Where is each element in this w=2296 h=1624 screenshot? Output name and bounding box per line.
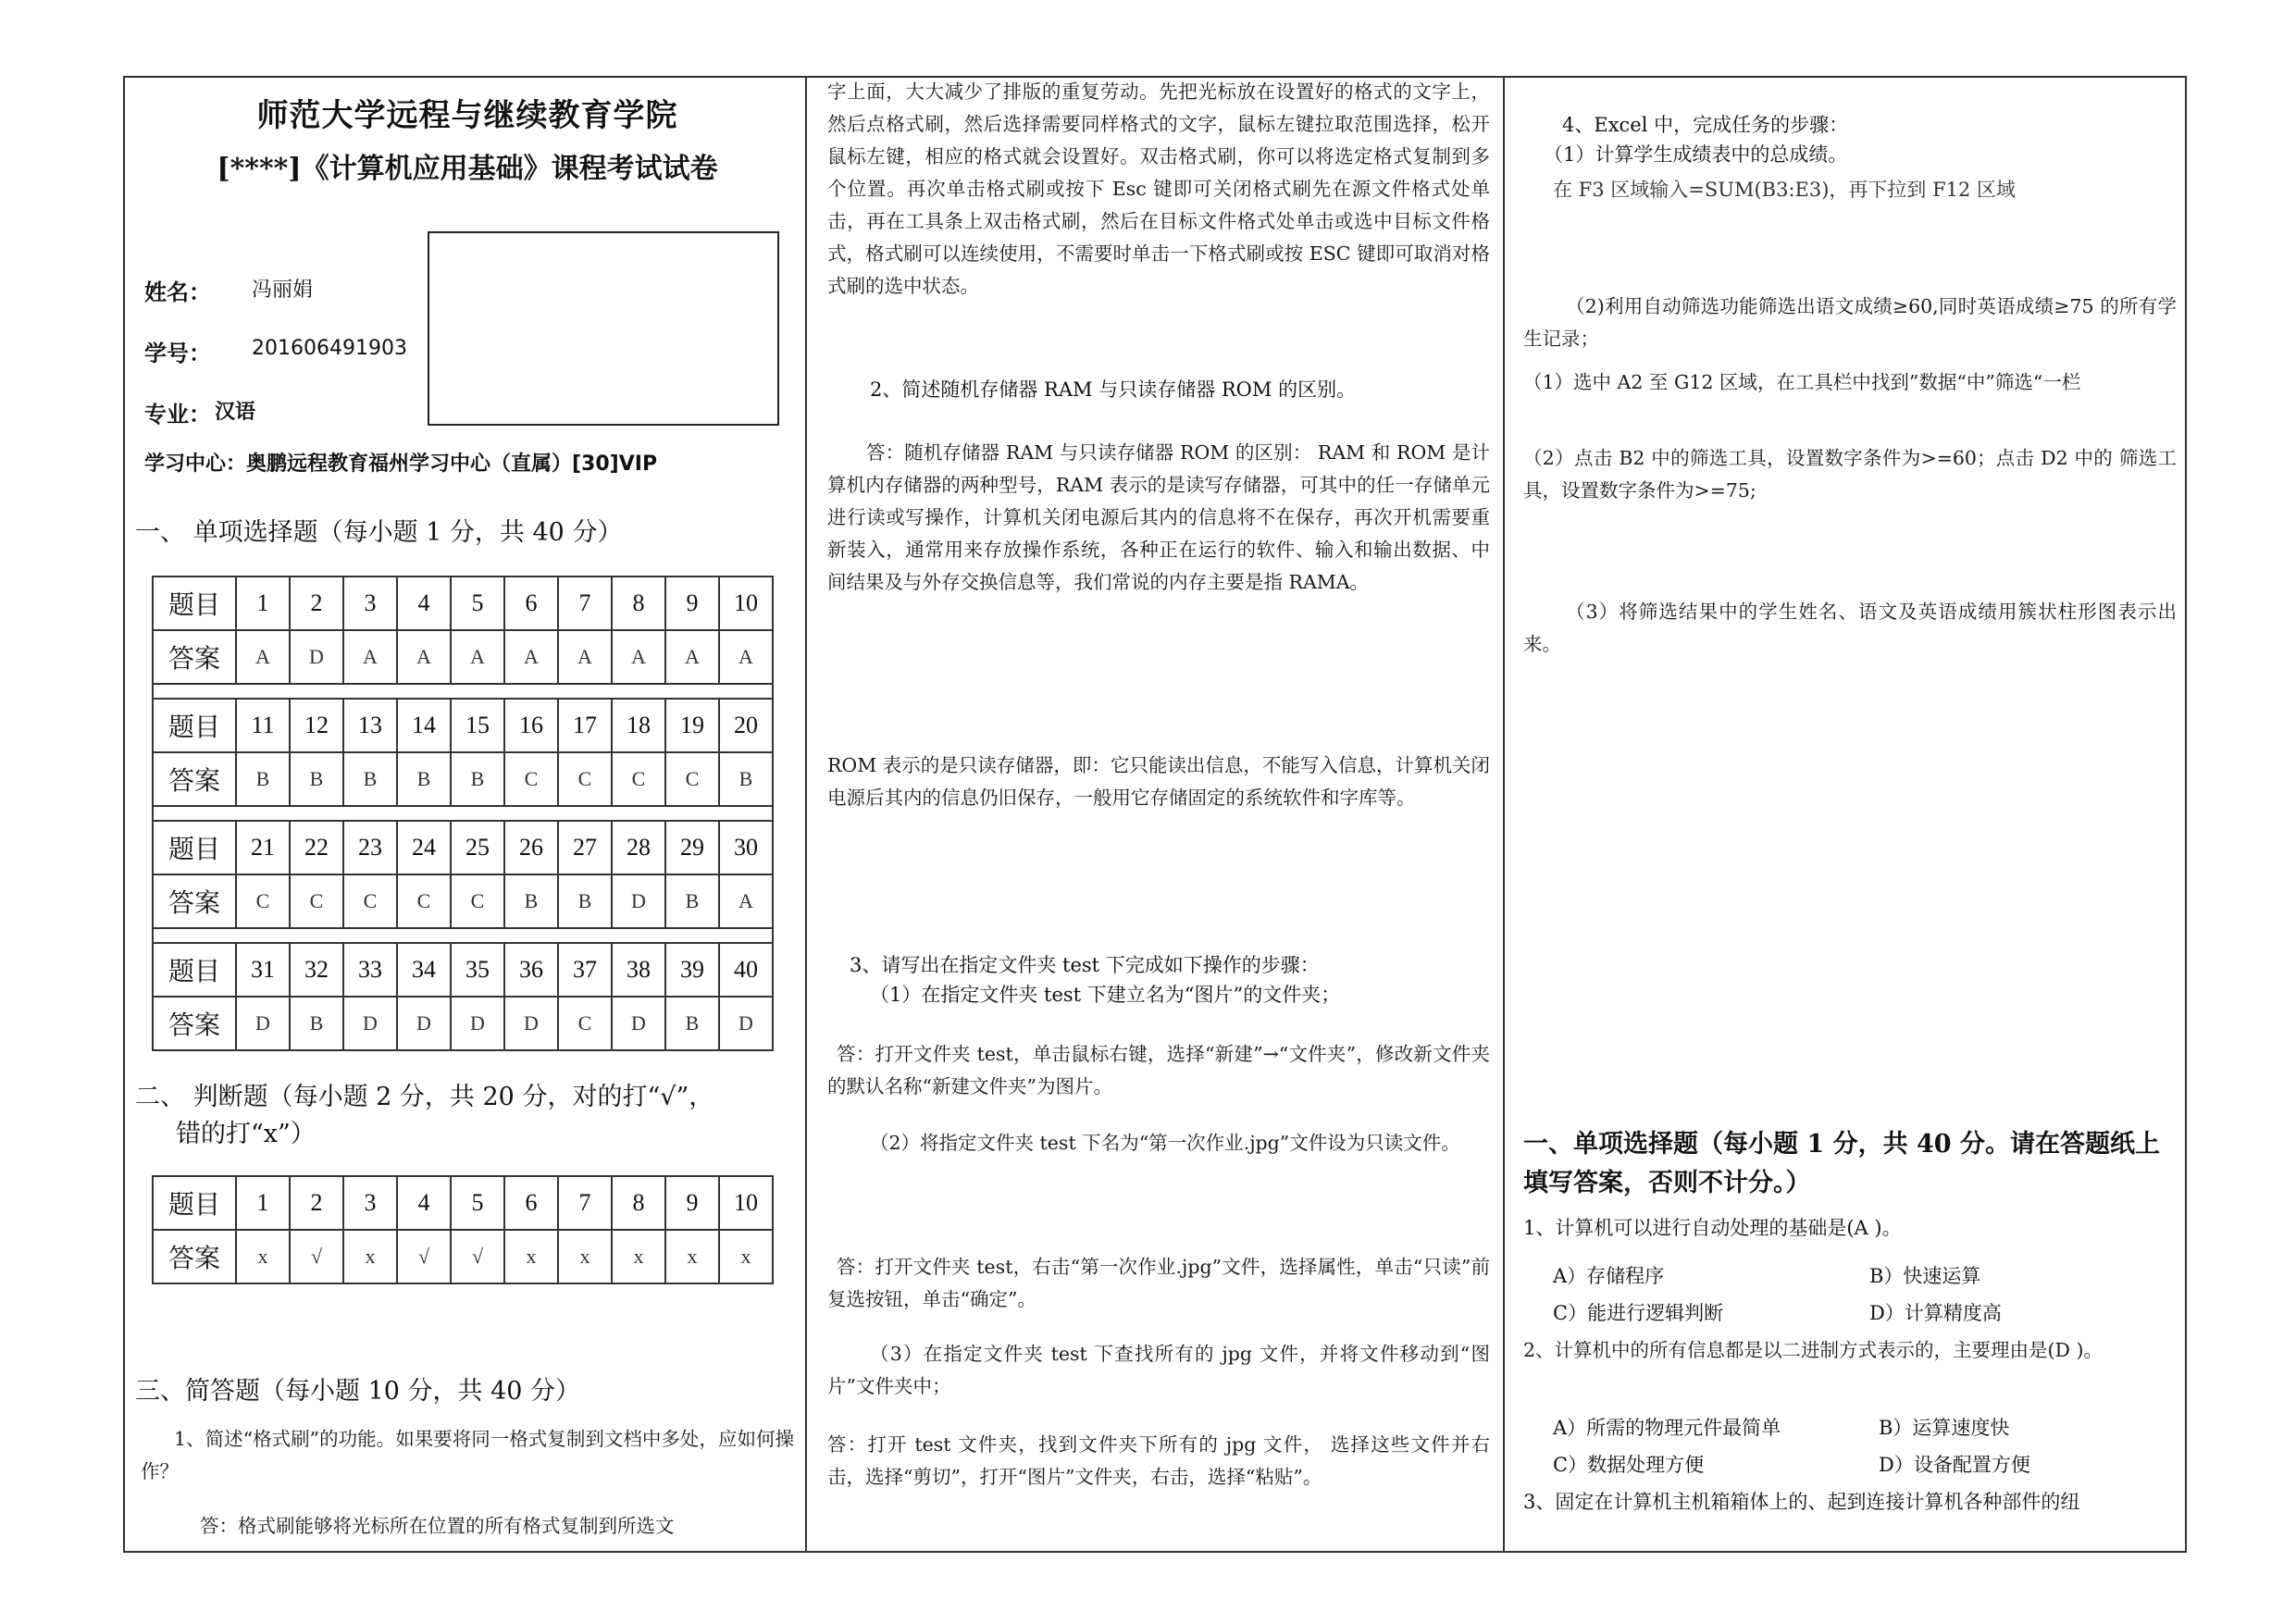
student-major: 汉语 — [215, 401, 256, 424]
tf-answer-cell: x — [719, 1230, 773, 1283]
mc-question-number: 23 — [343, 821, 397, 874]
mc-question-2: 2、计算机中的所有信息都是以二进制方式表示的，主要理由是(D )。 — [1523, 1339, 2103, 1361]
answer-2-part1: 答：随机存储器 RAM 与只读存储器 ROM 的区别： RAM 和 ROM 是计算机内存储器的两种型号，RAM 表示的是读写存储器，可其中的任一存储单元进行读或写操作，计算机关闭电源后其内的信息将不在保存，再次开机需要重新装入，通常用来存放操作系统，各种正在运行的软件、输入和输出数据、中间结果及与外存交换信息等，我们常说的内存主要是指 RAMA。 — [827, 441, 1490, 593]
section2-heading-line2: 错的打“x”） — [176, 1120, 316, 1148]
mc-question-number: 21 — [236, 821, 290, 874]
mc-answer-cell: B — [504, 874, 558, 928]
tf-question-number: 2 — [290, 1176, 343, 1230]
mc-question-number: 27 — [558, 821, 612, 874]
tf-question-number: 8 — [612, 1176, 665, 1230]
mc-question-number: 17 — [558, 699, 612, 752]
mc-question-number: 2 — [290, 576, 343, 630]
tf-question-number: 6 — [504, 1176, 558, 1230]
mc-answer-cell: C — [290, 874, 343, 928]
question-3: 3、请写出在指定文件夹 test 下完成如下操作的步骤： — [850, 954, 1320, 976]
mc-q-label: 题目 — [153, 576, 236, 630]
mc-answer-cell: D — [719, 997, 773, 1050]
mc-question-number: 7 — [558, 576, 612, 630]
mc-answer-cell: B — [719, 752, 773, 806]
tf-answer-cell: x — [343, 1230, 397, 1283]
mc-answer-cell: B — [236, 752, 290, 806]
mc-q2-option-a: A）所需的物理元件最简单 — [1553, 1417, 1781, 1439]
answer-1-start: 答：格式刷能够将光标所在位置的所有格式复制到所选文 — [200, 1515, 675, 1537]
mc-answer-cell: A — [719, 874, 773, 928]
mc-answer-cell: A — [343, 630, 397, 684]
mc-question-number: 28 — [612, 821, 665, 874]
tf-answer-cell: x — [612, 1230, 665, 1283]
tf-answer-table — [152, 1175, 774, 1284]
answer-1-continued: 字上面，大大减少了排版的重复劳动。先把光标放在设置好的格式的文字上，然后点格式刷，然后选择需要同样格式的文字，鼠标左键拉取范围选择，松开鼠标左键，相应的格式就会设置好。双击格式刷，你可以将选定格式复制到多个位置。再次单击格式刷或按下 Esc 键即可关闭格式刷先在源文件格式处单击，再在工具条上双击格式刷，然后在目标文件格式处单击或选中目标文件格式，格式刷可以连续使用，不需要时单击一下格式刷或按 ESC 键即可取消对格式刷的选中状态。 — [827, 81, 1490, 297]
tf-q-label: 题目 — [153, 1176, 236, 1230]
mc-question-number: 26 — [504, 821, 558, 874]
mc-answer-cell: A — [397, 630, 451, 684]
mc-question-number: 36 — [504, 943, 558, 997]
mc-question-number: 10 — [719, 576, 773, 630]
column-divider — [805, 76, 807, 1553]
question-4-2: （2)利用自动筛选功能筛选出语文成绩≥60,同时英语成绩≥75 的所有学生记录； — [1523, 295, 2177, 350]
mc-answer-cell: C — [612, 752, 665, 806]
mc-question-number: 19 — [665, 699, 719, 752]
answer-3-2: 答：打开文件夹 test，右击“第一次作业.jpg”文件，选择属性，单击“只读”前复选按钮，单击“确定”。 — [827, 1256, 1490, 1310]
mc-q1-option-d: D）计算精度高 — [1869, 1302, 2002, 1324]
question-4-1: （1）计算学生成绩表中的总成绩。 — [1544, 143, 1848, 166]
tf-answer-cell: √ — [290, 1230, 343, 1283]
tf-answer-cell: x — [236, 1230, 290, 1283]
mc-question-number: 30 — [719, 821, 773, 874]
section2-heading-line1: 二、 判断题（每小题 2 分，共 20 分，对的打“√”， — [135, 1083, 714, 1111]
section3-heading: 三、简答题（每小题 10 分，共 40 分） — [135, 1377, 581, 1406]
column-right — [1516, 76, 2182, 1553]
tf-answer-cell: x — [558, 1230, 612, 1283]
mc-a-label: 答案 — [153, 997, 236, 1050]
mc-answer-cell: C — [558, 997, 612, 1050]
tf-a-label: 答案 — [153, 1230, 236, 1283]
tf-answer-cell: x — [504, 1230, 558, 1283]
mc-a-label: 答案 — [153, 874, 236, 928]
study-center: 学习中心：奥鹏远程教育福州学习中心（直属）[30]VIP — [144, 452, 658, 476]
mc-answer-cell: B — [665, 997, 719, 1050]
section1-heading: 一、 单项选择题（每小题 1 分，共 40 分） — [135, 518, 623, 547]
mc-question-number: 5 — [451, 576, 504, 630]
mc-question-number: 12 — [290, 699, 343, 752]
mc-q2-option-c: C）数据处理方便 — [1553, 1454, 1705, 1476]
exam-title: [****]《计算机应用基础》课程考试试卷 — [217, 153, 718, 185]
tf-question-number: 3 — [343, 1176, 397, 1230]
mc-answer-cell: D — [504, 997, 558, 1050]
name-label: 姓名： — [144, 279, 211, 305]
mc-a-label: 答案 — [153, 752, 236, 806]
mc-answer-cell: B — [451, 752, 504, 806]
tf-answer-cell: √ — [397, 1230, 451, 1283]
mc-answer-cell: B — [665, 874, 719, 928]
question-1: 1、简述“格式刷”的功能。如果要将同一格式复制到文档中多处，应如何操作？ — [141, 1428, 794, 1482]
mc-question-number: 22 — [290, 821, 343, 874]
answer-3-3: 答：打开 test 文件夹，找到文件夹下所有的 jpg 文件， 选择这些文件并右击，选择“剪切”，打开“图片”文件夹，右击，选择“粘贴”。 — [827, 1433, 1490, 1488]
mc-answer-cell: A — [451, 630, 504, 684]
mc-answer-cell: A — [612, 630, 665, 684]
mc-group-gap — [153, 684, 773, 699]
mc-answer-cell: B — [397, 752, 451, 806]
mc-answer-cell: A — [236, 630, 290, 684]
tf-question-number: 1 — [236, 1176, 290, 1230]
mc-question-number: 13 — [343, 699, 397, 752]
photo-placeholder — [428, 231, 779, 426]
mc-answer-cell: C — [558, 752, 612, 806]
question-4: 4、Excel 中，完成任务的步骤： — [1562, 114, 1849, 136]
mc-answer-cell: C — [236, 874, 290, 928]
mc-question-number: 20 — [719, 699, 773, 752]
tf-question-number: 10 — [719, 1176, 773, 1230]
mc-question-number: 40 — [719, 943, 773, 997]
answer-4-2b: （2）点击 B2 中的筛选工具，设置数字条件为>=60；点击 D2 中的 筛选工具，设置数字条件为>=75; — [1523, 447, 2177, 502]
mc-question-number: 3 — [343, 576, 397, 630]
mc-answer-cell: C — [665, 752, 719, 806]
column-divider — [1503, 76, 1505, 1553]
mc-question-number: 29 — [665, 821, 719, 874]
mc-answer-cell: B — [343, 752, 397, 806]
mc-answer-table — [152, 576, 774, 1051]
mc-answer-cell: B — [558, 874, 612, 928]
mc-question-3: 3、固定在计算机主机箱箱体上的、起到连接计算机各种部件的纽 — [1523, 1491, 2080, 1513]
mc-group-gap — [153, 928, 773, 943]
mc-q-label: 题目 — [153, 821, 236, 874]
mc-question-number: 25 — [451, 821, 504, 874]
mc-answer-cell: D — [451, 997, 504, 1050]
mc-answer-cell: A — [719, 630, 773, 684]
tf-question-number: 9 — [665, 1176, 719, 1230]
mc-question-number: 33 — [343, 943, 397, 997]
mc-question-number: 24 — [397, 821, 451, 874]
mc-q2-option-b: B）运算速度快 — [1879, 1417, 2010, 1439]
answer-3-1: 答：打开文件夹 test，单击鼠标右键，选择“新建”→“文件夹”，修改新文件夹的默认名称“新建文件夹”为图片。 — [827, 1043, 1490, 1097]
tf-question-number: 5 — [451, 1176, 504, 1230]
mc-question-number: 9 — [665, 576, 719, 630]
student-id: 201606491903 — [252, 337, 407, 360]
mc-a-label: 答案 — [153, 630, 236, 684]
mc-question-number: 31 — [236, 943, 290, 997]
answer-2-part2: ROM 表示的是只读存储器，即：它只能读出信息，不能写入信息，计算机关闭电源后其内的信息仍旧保存，一般用它存储固定的系统软件和字库等。 — [827, 754, 1490, 809]
mc-question-number: 15 — [451, 699, 504, 752]
mc-answer-cell: D — [612, 874, 665, 928]
mc-question-number: 11 — [236, 699, 290, 752]
mc-answer-cell: A — [504, 630, 558, 684]
mc-group-gap — [153, 806, 773, 821]
mc-question-number: 18 — [612, 699, 665, 752]
mc-question-number: 37 — [558, 943, 612, 997]
mc-q1-option-b: B）快速运算 — [1869, 1265, 1981, 1287]
tf-question-number: 7 — [558, 1176, 612, 1230]
tf-answer-cell: x — [665, 1230, 719, 1283]
tf-question-number: 4 — [397, 1176, 451, 1230]
answer-4-1: 在 F3 区域输入=SUM(B3:E3)，再下拉到 F12 区域 — [1553, 179, 2017, 201]
mc-answer-cell: A — [665, 630, 719, 684]
mc-question-number: 32 — [290, 943, 343, 997]
question-3-3: （3）在指定文件夹 test 下查找所有的 jpg 文件，并将文件移动到“图片”文件夹中； — [827, 1343, 1490, 1397]
column-left — [130, 76, 805, 1553]
mc-question-number: 6 — [504, 576, 558, 630]
student-name: 冯丽娟 — [252, 279, 314, 302]
mc-section-heading: 一、单项选择题（每小题 1 分，共 40 分。请在答题纸上填写答案，否则不计分。） — [1523, 1130, 2160, 1197]
mc-question-number: 1 — [236, 576, 290, 630]
mc-answer-cell: D — [397, 997, 451, 1050]
mc-answer-cell: D — [236, 997, 290, 1050]
question-4-3: （3）将筛选结果中的学生姓名、语文及英语成绩用簇状柱形图表示出来。 — [1523, 601, 2177, 655]
mc-question-number: 39 — [665, 943, 719, 997]
mc-answer-cell: D — [343, 997, 397, 1050]
mc-question-number: 16 — [504, 699, 558, 752]
mc-question-1: 1、计算机可以进行自动处理的基础是(A )。 — [1523, 1217, 1902, 1239]
column-middle — [818, 76, 1499, 1553]
question-2: 2、简述随机存储器 RAM 与只读存储器 ROM 的区别。 — [870, 378, 1357, 401]
answer-4-2a: （1）选中 A2 至 G12 区域，在工具栏中找到”数据“中”筛选“一栏 — [1523, 371, 2081, 393]
school-title: 师范大学远程与继续教育学院 — [256, 97, 678, 134]
mc-answer-cell: A — [558, 630, 612, 684]
mc-answer-cell: D — [612, 997, 665, 1050]
question-3-1: （1）在指定文件夹 test 下建立名为“图片”的文件夹； — [870, 984, 1341, 1006]
mc-answer-cell: B — [290, 997, 343, 1050]
id-label: 学号： — [144, 341, 211, 366]
mc-answer-cell: C — [397, 874, 451, 928]
mc-answer-cell: C — [504, 752, 558, 806]
mc-q-label: 题目 — [153, 699, 236, 752]
mc-answer-cell: C — [451, 874, 504, 928]
major-label: 专业： — [144, 402, 211, 428]
mc-q1-option-c: C）能进行逻辑判断 — [1553, 1302, 1724, 1324]
question-3-2: （2）将指定文件夹 test 下名为“第一次作业.jpg”文件设为只读文件。 — [870, 1132, 1460, 1154]
mc-q2-option-d: D）设备配置方便 — [1879, 1454, 2030, 1476]
tf-answer-cell: √ — [451, 1230, 504, 1283]
mc-q1-option-a: A）存储程序 — [1553, 1265, 1665, 1287]
mc-answer-cell: D — [290, 630, 343, 684]
mc-question-number: 4 — [397, 576, 451, 630]
mc-question-number: 14 — [397, 699, 451, 752]
mc-question-number: 38 — [612, 943, 665, 997]
mc-question-number: 8 — [612, 576, 665, 630]
mc-question-number: 34 — [397, 943, 451, 997]
mc-q-label: 题目 — [153, 943, 236, 997]
mc-answer-cell: B — [290, 752, 343, 806]
mc-answer-cell: C — [343, 874, 397, 928]
mc-question-number: 35 — [451, 943, 504, 997]
